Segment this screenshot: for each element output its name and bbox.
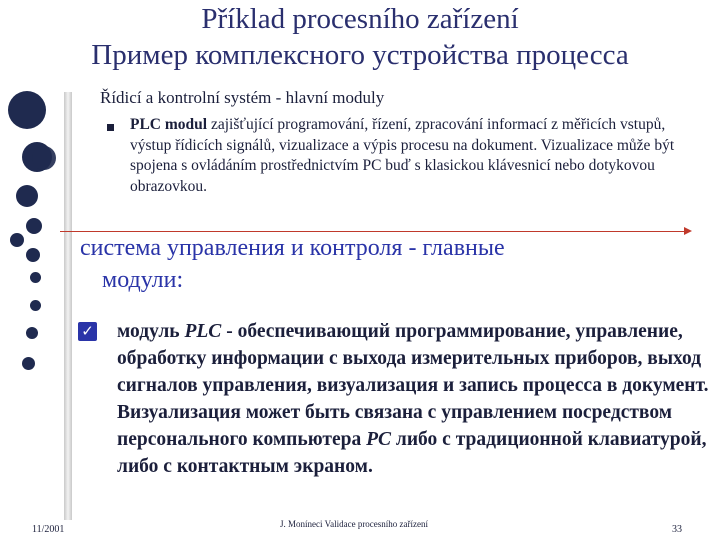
slide-title-czech: Příklad procesního zařízení <box>201 3 519 35</box>
decorative-dot <box>30 300 41 311</box>
footer-author: J. Moníneci Validace procesního zařízení <box>280 519 429 529</box>
russian-heading-line2: модули: <box>102 267 184 293</box>
decorative-dot <box>22 357 35 370</box>
checkbox-icon: ✓ <box>78 322 97 341</box>
russian-bullet-text <box>117 318 717 480</box>
russian-section-heading <box>80 232 700 296</box>
ru-bullet-pc: PC <box>366 429 391 450</box>
decorative-dot <box>32 146 56 170</box>
russian-heading-line1: система управления и контроля - главные <box>80 235 505 261</box>
czech-bullet-body: zajišťující programování, řízení, zpracování informací z měřicích vstupů, výstup řídicích signálů, vizualizace a výpis procesu na dokument. Vizualizace může být spojena s ovládáním prostřednictvím PC buď s klasickou klávesnicí nebo dotykovou obrazovkou. <box>130 116 675 195</box>
square-bullet-icon <box>107 124 114 131</box>
decorative-dot <box>26 327 38 339</box>
ru-bullet-plc: PLC <box>184 321 222 342</box>
footer-page-number: 33 <box>672 524 682 535</box>
decorative-dot <box>26 248 40 262</box>
decorative-vertical-bar <box>64 92 72 520</box>
slide-title-russian: Пример комплексного устройства процесса <box>91 39 629 71</box>
decorative-dot <box>16 185 38 207</box>
footer-date: 11/2001 <box>32 524 65 535</box>
plc-module-term: PLC modul <box>130 116 208 133</box>
decorative-dot <box>30 272 41 283</box>
ru-bullet-part-a: модуль <box>117 321 185 342</box>
czech-bullet-text <box>130 115 690 197</box>
czech-section-subtitle: Řídicí a kontrolní systém - hlavní moduly <box>100 88 385 107</box>
ru-bullet-part-b: - обеспечивающий программирование, управление, обработку информации с выхода измерительных приборов, выход сигналов управления, визуализация и запись процесса в документ. Визуализация может быть связана с управлением посредством персонального компьютера <box>117 321 709 450</box>
decorative-dot <box>8 91 46 129</box>
decorative-dot <box>10 233 24 247</box>
decorative-dot <box>26 218 42 234</box>
ru-bullet-part-c: либо с традиционной клавиатурой, либо с контактным экраном. <box>117 429 707 477</box>
